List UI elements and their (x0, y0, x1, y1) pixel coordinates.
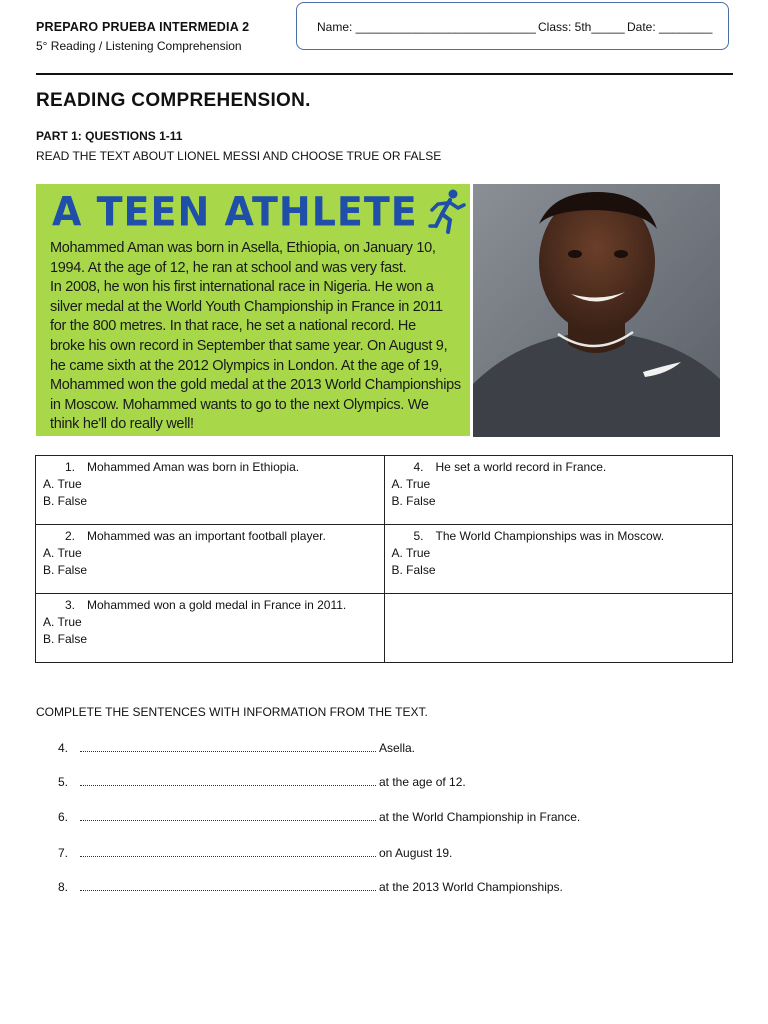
question-text: The World Championships was in Moscow. (435, 529, 665, 543)
article-panel (36, 184, 470, 436)
question-cell (384, 525, 733, 594)
date-field[interactable]: Date: ________ (627, 20, 713, 34)
sentence-end: at the 2013 World Championships. (379, 880, 563, 894)
article-line: Mohammed won the gold medal at the 2013 World Championships (50, 377, 461, 394)
answer-blank[interactable] (80, 742, 376, 752)
option-true[interactable]: A. True (43, 477, 82, 491)
answer-blank[interactable] (80, 847, 376, 857)
complete-instruction: COMPLETE THE SENTENCES WITH INFORMATION FROM THE TEXT. (36, 705, 428, 719)
article-line: for the 800 metres. In that race, he set a national record. He (50, 318, 416, 335)
option-true[interactable]: A. True (43, 615, 82, 629)
item-number: 6. (58, 810, 69, 824)
sentence-end: Asella. (379, 741, 416, 755)
header-divider (36, 73, 733, 75)
question-text: Mohammed won a gold medal in France in 2011. (87, 598, 347, 612)
option-true[interactable]: A. True (391, 546, 431, 560)
runner-icon (428, 188, 466, 236)
fill-in-item (58, 775, 466, 789)
fill-in-item (58, 880, 563, 894)
question-cell (36, 525, 385, 594)
section-heading: READING COMPREHENSION. (36, 90, 311, 111)
option-false[interactable]: B. False (391, 563, 436, 577)
athlete-photo (473, 184, 720, 437)
question-number: 3. (65, 598, 76, 612)
article-line: broke his own record in September that same year. On August 9, (50, 337, 448, 354)
class-field[interactable]: Class: 5th_____ (538, 20, 625, 34)
fill-in-item (58, 810, 580, 824)
question-text: He set a world record in France. (435, 460, 607, 474)
article-text (50, 239, 464, 435)
article-title: A TEEN ATHLETE (52, 188, 418, 236)
option-true[interactable]: A. True (43, 546, 82, 560)
sentence-end: at the age of 12. (379, 775, 466, 789)
question-number: 4. (413, 460, 424, 474)
question-number: 1. (65, 460, 76, 474)
empty-cell (384, 594, 733, 663)
question-cell (36, 594, 385, 663)
question-text: Mohammed was an important football player. (87, 529, 326, 543)
article-line: silver medal at the World Youth Championship in France in 2011 (50, 298, 443, 315)
part-instruction: READ THE TEXT ABOUT LIONEL MESSI AND CHOOSE TRUE OR FALSE (36, 149, 442, 163)
article-line: Mohammed Aman was born in Asella, Ethiopia, on January 10, (50, 240, 436, 256)
option-true[interactable]: A. True (391, 477, 431, 491)
article-line: he came sixth at the 2012 Olympics in London. At the age of 19, (50, 357, 443, 374)
answer-blank[interactable] (80, 811, 376, 821)
question-text: Mohammed Aman was born in Ethiopia. (87, 460, 300, 474)
fill-in-item (58, 741, 415, 755)
article-line: think he'll do really well! (50, 416, 194, 433)
option-false[interactable]: B. False (43, 563, 88, 577)
sentence-end: on August 19. (379, 846, 453, 860)
worksheet-subtitle: 5° Reading / Listening Comprehension (36, 39, 242, 53)
option-false[interactable]: B. False (391, 494, 436, 508)
answer-blank[interactable] (80, 776, 376, 786)
question-cell (36, 456, 385, 525)
student-info-box (296, 2, 729, 50)
fill-in-item (58, 846, 452, 860)
part-label: PART 1: QUESTIONS 1-11 (36, 129, 183, 143)
item-number: 4. (58, 741, 69, 755)
sentence-end: at the World Championship in France. (379, 810, 581, 824)
option-false[interactable]: B. False (43, 494, 88, 508)
worksheet-title: PREPARO PRUEBA INTERMEDIA 2 (36, 20, 250, 34)
item-number: 8. (58, 880, 69, 894)
name-field[interactable]: Name: ___________________________ (317, 20, 536, 34)
question-cell (384, 456, 733, 525)
answer-blank[interactable] (80, 881, 376, 891)
question-number: 5. (413, 529, 424, 543)
option-false[interactable]: B. False (43, 632, 88, 646)
question-number: 2. (65, 529, 76, 543)
article-line: 1994. At the age of 12, he ran at school and was very fast. (50, 259, 407, 276)
article-line: In 2008, he won his first international race in Nigeria. He won a (50, 279, 434, 296)
item-number: 7. (58, 846, 69, 860)
item-number: 5. (58, 775, 69, 789)
article-line: in Moscow. Mohammed wants to go to the next Olympics. We (50, 396, 429, 413)
true-false-table (35, 455, 733, 663)
